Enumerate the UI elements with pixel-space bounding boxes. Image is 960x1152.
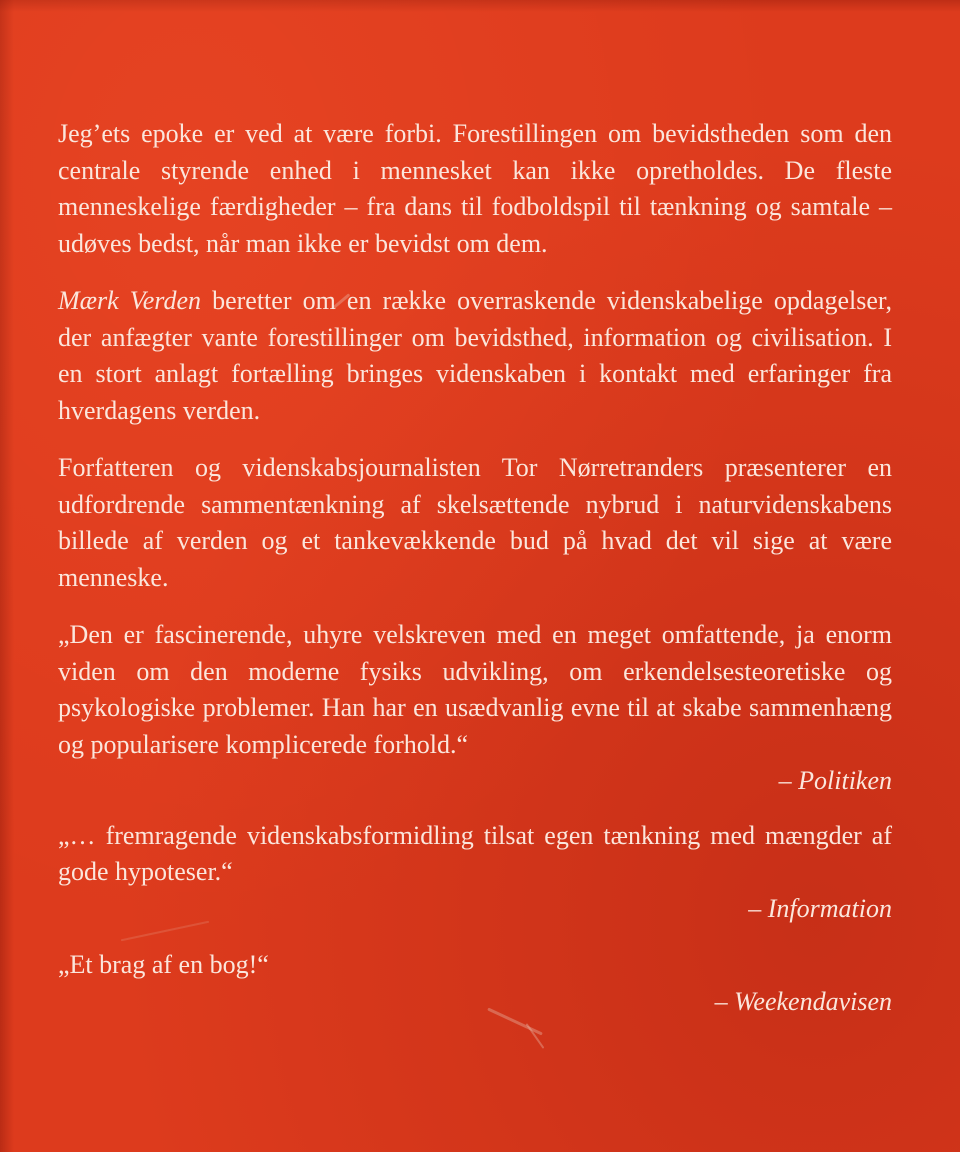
cover-scuff [526, 1023, 545, 1049]
author-paragraph: Forfatteren og videnskabsjournalisten Tor Nørretranders præsenterer en udfordrende sammentænkning af skelsættende nybrud i naturvidenskabens billede af verden og et tankevækkende bud på hvad det vil sige at være menneske. [58, 453, 892, 592]
blurb-text [58, 116, 892, 1020]
review-quote-information: „… fremragende videnskabsformidling tilsat egen tænkning med mængder af gode hypoteser.“ [58, 820, 892, 886]
intro-paragraph: Jeg’ets epoke er ved at være forbi. Forestillingen om bevidstheden som den centrale styrende enhed i mennesket kan ikke opretholdes. De fleste menneskelige færdigheder – fra dans til fodboldspil til tænkning og samtale – udøves bedst, når man ikke er bevidst om dem. [58, 119, 892, 258]
review-quote-politiken: „Den er fascinerende, uhyre velskreven med en meget omfattende, ja enorm viden om den moderne fysiks udvikling, om erkendelsesteoretiske og psykologiske problemer. Han har en usædvanlig evne til at skabe sammenhæng og popularisere komplicerede forhold.“ [58, 620, 892, 759]
book-description-paragraph [58, 283, 892, 429]
review-source-politiken: – Politiken [778, 766, 892, 795]
review-source-information: – Information [748, 893, 892, 923]
review-source-weekendavisen: – Weekendavisen [714, 986, 892, 1016]
review-quote-weekendavisen: „Et brag af en bog!“ [58, 950, 269, 979]
book-title-italic: Mærk Verden [58, 286, 201, 315]
book-description-text: beretter om en række overraskende videnskabelige opdagelser, der anfægter vante forestillinger om bevidsthed, information og civilisation. I en stort anlagt fortælling bringes videnskaben i kontakt med erfaringer fra hverdagens verden. [58, 286, 892, 425]
